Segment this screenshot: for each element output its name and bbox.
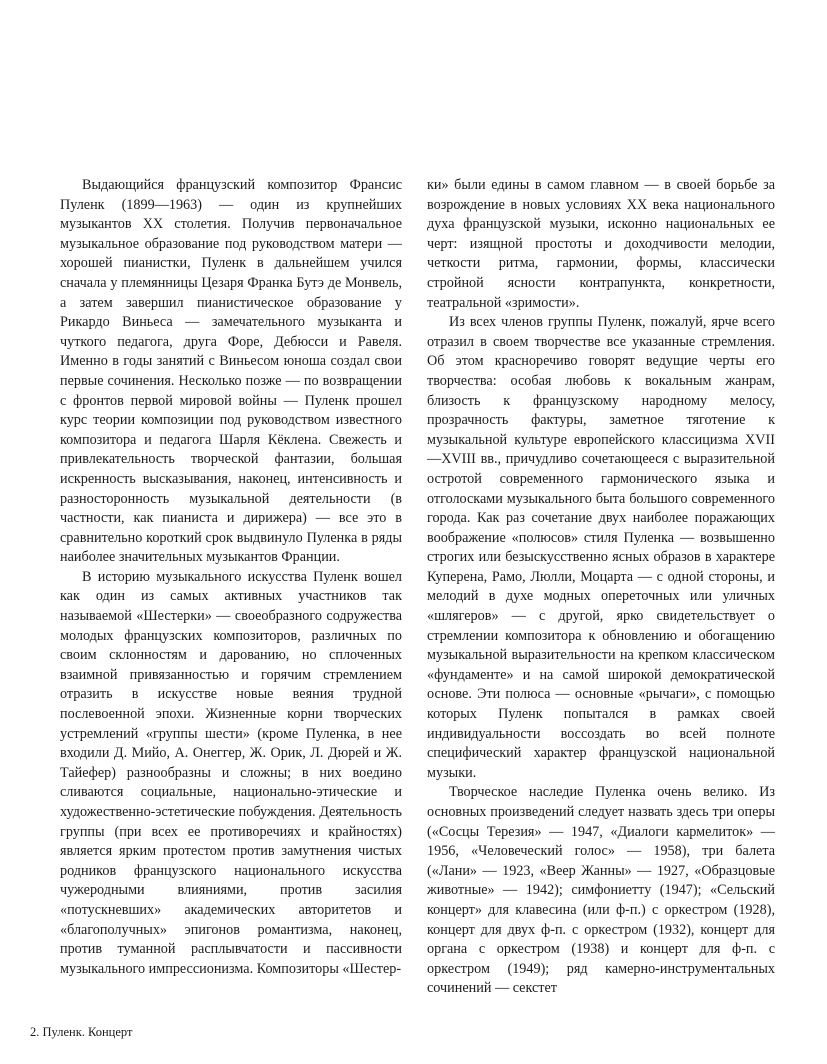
left-text-column xyxy=(60,176,402,979)
page-footer-signature: 2. Пуленк. Концерт xyxy=(30,1025,133,1039)
paragraph-legacy: Творческое наследие Пуленка очень велико. Из основных произведений следует назвать здесь три оперы («Сосцы Терезия» — 1947, «Диалоги кармелиток» — 1956, «Человеческий голос» — 1958), три балета («Лани» — 1923, «Веер Жанны» — 1927, «Образцовые животные» — 1942); симфониетту (1947); «Сельский концерт» для клавесина (или ф-п.) с оркестром (1928), концерт для двух ф-п. с оркестром (1932), концерт для органа с оркестром (1938) и концерт для ф-п. с оркестром (1949); ряд камерно-инструментальных сочинений — секстет xyxy=(427,784,775,997)
paragraph-style: Из всех членов группы Пуленк, пожалуй, ярче всего отразил в своем творчестве все указанные стремления. Об этом красноречиво говорят ведущие черты его творчества: особая любовь к вокальным жанрам, близость к французскому народному мелосу, прозрачность фактуры, заметное тяготение к музыкальной культуре европейского классицизма XVII—XVIII вв., причудливо сочетающееся с выразительной остротой современного гармонического языка и отголосками музыкального быта большого современного города. Как раз сочетание двух наиболее поражающих воображение «полюсов» стиля Пуленка — возвышенно строгих или безыскусственно ясных образов в характере Куперена, Рамо, Люлли, Моцарта — с одной стороны, и мелодий в духе модных опереточных или уличных «шлягеров» — с другой, ярко свидетельствует о стремлении композитора к обновлению и обогащению музыкальной выразительности на крепком классическом «фундаменте» и на самой широкой демократической основе. Эти полюса — основные «рычаги», с помощью которых Пуленк попытался в рамках своей индивидуальности воссоздать во всей полноте специфический характер французской национальной музыки. xyxy=(427,314,775,781)
paragraph-six-group: В историю музыкального искусства Пуленк вошел как один из самых активных участников так называемой «Шестерки» — своеобразного содружества молодых французских композиторов, различных по своим склонностям и дарованию, но сплоченных взаимной привязанностью и горячим стремлением отразить в искусстве новые веяния трудной послевоенной эпохи. Жизненные корни творческих устремлений «группы шести» (кроме Пуленка, в нее входили Д. Мийо, А. Онеггер, Ж. Орик, Л. Дюрей и Ж. Тайефер) разнообразны и сложны; в них воедино сливаются социальные, национально-этические и художественно-эстетические побуждения. Деятельность группы (при всех ее противоречиях и крайностях) является ярким протестом против замутнения чистых родников французского национального искусства чужеродными влияниями, против засилия «потускневших» академических авторитетов и «благополучных» эпигонов романтизма, наконец, против туманной расплывчатости и пассивности музыкального импрессионизма. Композиторы «Шестер- xyxy=(60,568,402,977)
paragraph-intro: Выдающийся французский композитор Франсис Пуленк (1899—1963) — один из крупнейших музыкантов XX столетия. Получив первоначальное музыкальное образование под руководством матери — хорошей пианистки, Пуленк в дальнейшем учился сначала у племянницы Цезаря Франка Бутэ де Монвель, а затем завершил пианистическое образование у Рикардо Виньеса — замечательного музыканта и чуткого педагога, друга Форе, Дебюсси и Равеля. Именно в годы занятий с Виньесом юноша создал свои первые сочинения. Несколько позже — по возвращении с фронтов первой мировой войны — Пуленк прошел курс теории композиции под руководством известного композитора и педагога Шарля Кёклена. Свежесть и привлекательность творческой фантазии, большая искренность высказывания, наконец, интенсивность и разносторонность музыкальной деятельности (в частности, как пианиста и дирижера) — все это в сравнительно короткий срок выдвинуло Пуленка в ряды наиболее значительных музыкантов Франции. xyxy=(60,177,402,566)
right-text-column xyxy=(427,176,775,999)
paragraph-continuation: ки» были едины в самом главном — в своей борьбе за возрождение в новых условиях XX века национального духа французской музыки, исконно национальных ее черт: изящной простоты и доходчивости мелодии, четкости ритма, гармонии, формы, классически стройной ясности контрапункта, конкретности, театральной «зримости». xyxy=(427,177,775,311)
